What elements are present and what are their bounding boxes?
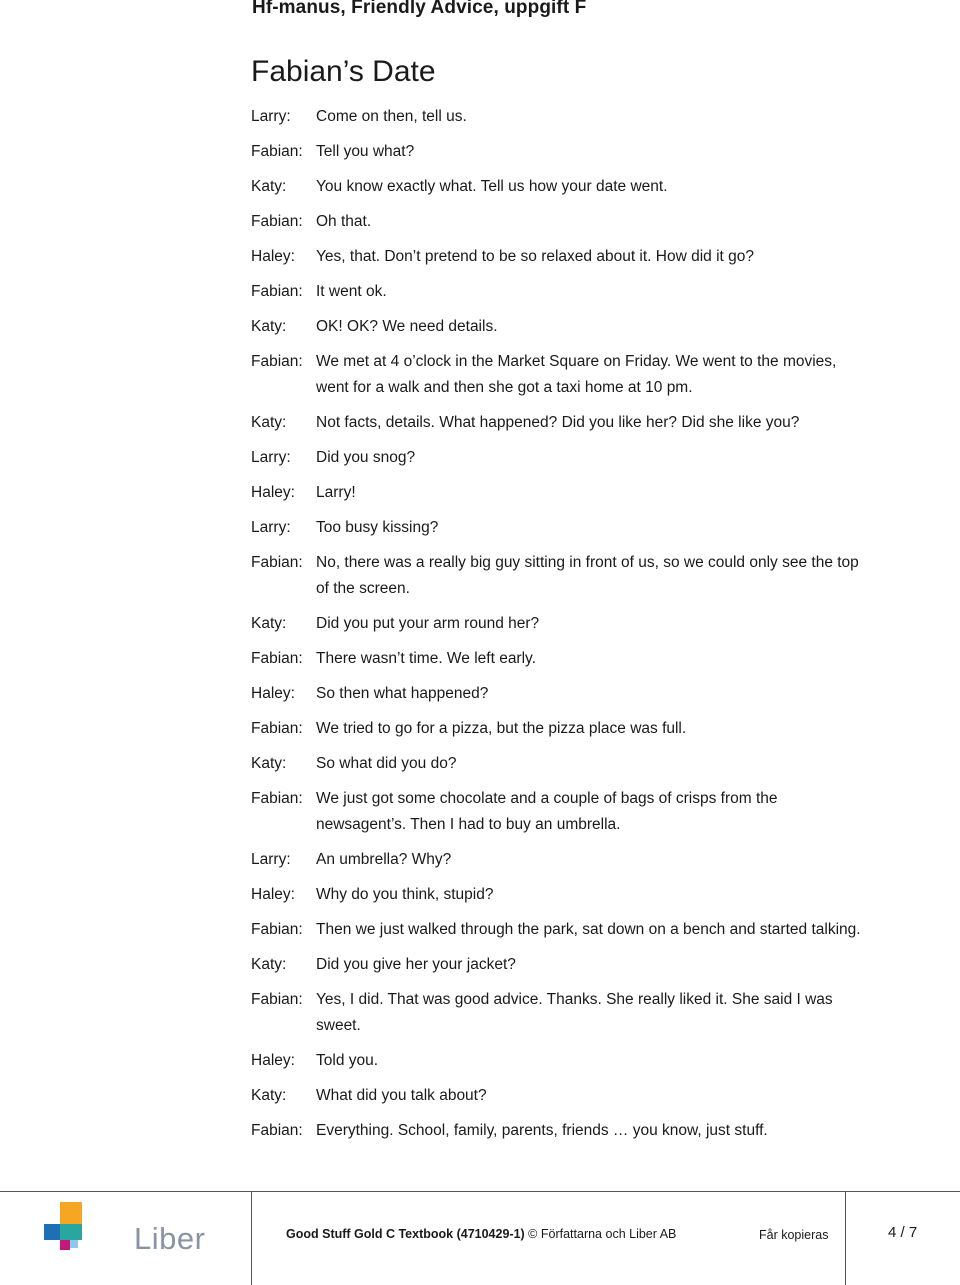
dialogue-line bbox=[251, 550, 861, 602]
dialogue-text: Why do you think, stupid? bbox=[316, 886, 494, 903]
dialogue-list bbox=[251, 104, 861, 1153]
dialogue-text: An umbrella? Why? bbox=[316, 851, 452, 868]
dialogue-line bbox=[251, 209, 861, 235]
dialogue-text: It went ok. bbox=[316, 283, 387, 300]
dialogue-text: No, there was a really big guy sitting in front of us, so we could only see the top of the screen. bbox=[316, 554, 859, 597]
liber-logo bbox=[44, 1202, 206, 1258]
speaker-name: Fabian: bbox=[251, 283, 303, 300]
speaker-name: Haley: bbox=[251, 886, 295, 903]
speaker-name: Fabian: bbox=[251, 554, 303, 571]
dialogue-text: Did you snog? bbox=[316, 449, 416, 466]
logo-orange-square bbox=[60, 1202, 82, 1224]
speaker-name: Katy: bbox=[251, 615, 287, 632]
speaker-name: Larry: bbox=[251, 519, 291, 536]
speaker-name: Fabian: bbox=[251, 921, 303, 938]
dialogue-text: Did you put your arm round her? bbox=[316, 615, 540, 632]
dialogue-line bbox=[251, 987, 861, 1039]
footer-divider-right bbox=[845, 1192, 846, 1285]
dialogue-line bbox=[251, 716, 861, 742]
course-header: Hf-manus, Friendly Advice, uppgift F bbox=[252, 0, 587, 18]
dialogue-line bbox=[251, 1118, 861, 1144]
footer-divider-left bbox=[251, 1192, 252, 1285]
dialogue-text: Then we just walked through the park, sat down on a bench and started talking. bbox=[316, 921, 861, 938]
dialogue-text: You know exactly what. Tell us how your date went. bbox=[316, 178, 668, 195]
page-footer bbox=[0, 1191, 960, 1285]
dialogue-text: There wasn’t time. We left early. bbox=[316, 650, 536, 667]
dialogue-line bbox=[251, 646, 861, 672]
speaker-name: Haley: bbox=[251, 685, 295, 702]
speaker-name: Fabian: bbox=[251, 650, 303, 667]
dialogue-line bbox=[251, 349, 861, 401]
dialogue-text: Did you give her your jacket? bbox=[316, 956, 516, 973]
dialogue-line bbox=[251, 139, 861, 165]
speaker-name: Katy: bbox=[251, 318, 287, 335]
page-number: 4 / 7 bbox=[888, 1224, 918, 1241]
dialogue-text: Not facts, details. What happened? Did you like her? Did she like you? bbox=[316, 414, 800, 431]
dialogue-line bbox=[251, 104, 861, 130]
dialogue-line bbox=[251, 847, 861, 873]
dialogue-text: Told you. bbox=[316, 1052, 379, 1069]
book-reference bbox=[286, 1227, 676, 1241]
logo-teal-square bbox=[60, 1224, 82, 1240]
dialogue-text: Too busy kissing? bbox=[316, 519, 439, 536]
dialogue-line bbox=[251, 882, 861, 908]
speaker-name: Larry: bbox=[251, 449, 291, 466]
dialogue-text: Larry! bbox=[316, 484, 356, 501]
speaker-name: Fabian: bbox=[251, 353, 303, 370]
dialogue-line bbox=[251, 681, 861, 707]
dialogue-line bbox=[251, 445, 861, 471]
dialogue-text: OK! OK? We need details. bbox=[316, 318, 498, 335]
dialogue-text: Oh that. bbox=[316, 213, 372, 230]
dialogue-line bbox=[251, 244, 861, 270]
speaker-name: Katy: bbox=[251, 414, 287, 431]
dialogue-line bbox=[251, 515, 861, 541]
dialogue-text: Yes, that. Don’t pretend to be so relaxed about it. How did it go? bbox=[316, 248, 755, 265]
speaker-name: Haley: bbox=[251, 1052, 295, 1069]
speaker-name: Katy: bbox=[251, 755, 287, 772]
dialogue-line bbox=[251, 279, 861, 305]
dialogue-text: Tell you what? bbox=[316, 143, 415, 160]
dialogue-text: So then what happened? bbox=[316, 685, 489, 702]
speaker-name: Katy: bbox=[251, 1087, 287, 1104]
dialogue-text: Yes, I did. That was good advice. Thanks. She really liked it. She said I was sweet. bbox=[316, 991, 833, 1034]
logo-light-square bbox=[70, 1240, 78, 1248]
dialogue-text: So what did you do? bbox=[316, 755, 457, 772]
speaker-name: Fabian: bbox=[251, 143, 303, 160]
dialogue-line bbox=[251, 917, 861, 943]
dialogue-line bbox=[251, 1083, 861, 1109]
logo-text: Liber bbox=[134, 1221, 206, 1256]
dialogue-text: We just got some chocolate and a couple of bags of crisps from the newsagent’s. Then I had to buy an umbrella. bbox=[316, 790, 778, 833]
speaker-name: Haley: bbox=[251, 484, 295, 501]
dialogue-line bbox=[251, 611, 861, 637]
speaker-name: Larry: bbox=[251, 108, 291, 125]
speaker-name: Katy: bbox=[251, 956, 287, 973]
speaker-name: Fabian: bbox=[251, 720, 303, 737]
copy-permission: Får kopieras bbox=[759, 1228, 829, 1242]
dialogue-text: What did you talk about? bbox=[316, 1087, 487, 1104]
speaker-name: Haley: bbox=[251, 248, 295, 265]
copyright-holders: Författarna och Liber AB bbox=[540, 1227, 677, 1241]
dialogue-line bbox=[251, 1048, 861, 1074]
speaker-name: Fabian: bbox=[251, 213, 303, 230]
book-title: Good Stuff Gold C Textbook (4710429-1) bbox=[286, 1227, 525, 1241]
dialogue-line bbox=[251, 410, 861, 436]
speaker-name: Fabian: bbox=[251, 1122, 303, 1139]
copyright-symbol: © bbox=[528, 1227, 538, 1241]
dialogue-text: We tried to go for a pizza, but the pizza place was full. bbox=[316, 720, 687, 737]
speaker-name: Fabian: bbox=[251, 790, 303, 807]
dialogue-line bbox=[251, 751, 861, 777]
speaker-name: Katy: bbox=[251, 178, 287, 195]
speaker-name: Larry: bbox=[251, 851, 291, 868]
speaker-name: Fabian: bbox=[251, 991, 303, 1008]
dialogue-line bbox=[251, 480, 861, 506]
logo-magenta-square bbox=[60, 1240, 70, 1250]
dialogue-line bbox=[251, 174, 861, 200]
page-title: Fabian’s Date bbox=[251, 55, 436, 88]
dialogue-line bbox=[251, 952, 861, 978]
dialogue-text: We met at 4 o’clock in the Market Square on Friday. We went to the movies, went for a walk and then she got a taxi home at 10 pm. bbox=[316, 353, 837, 396]
dialogue-text: Everything. School, family, parents, friends … you know, just stuff. bbox=[316, 1122, 768, 1139]
dialogue-text: Come on then, tell us. bbox=[316, 108, 467, 125]
logo-blue-square bbox=[44, 1224, 60, 1240]
dialogue-line bbox=[251, 786, 861, 838]
dialogue-line bbox=[251, 314, 861, 340]
